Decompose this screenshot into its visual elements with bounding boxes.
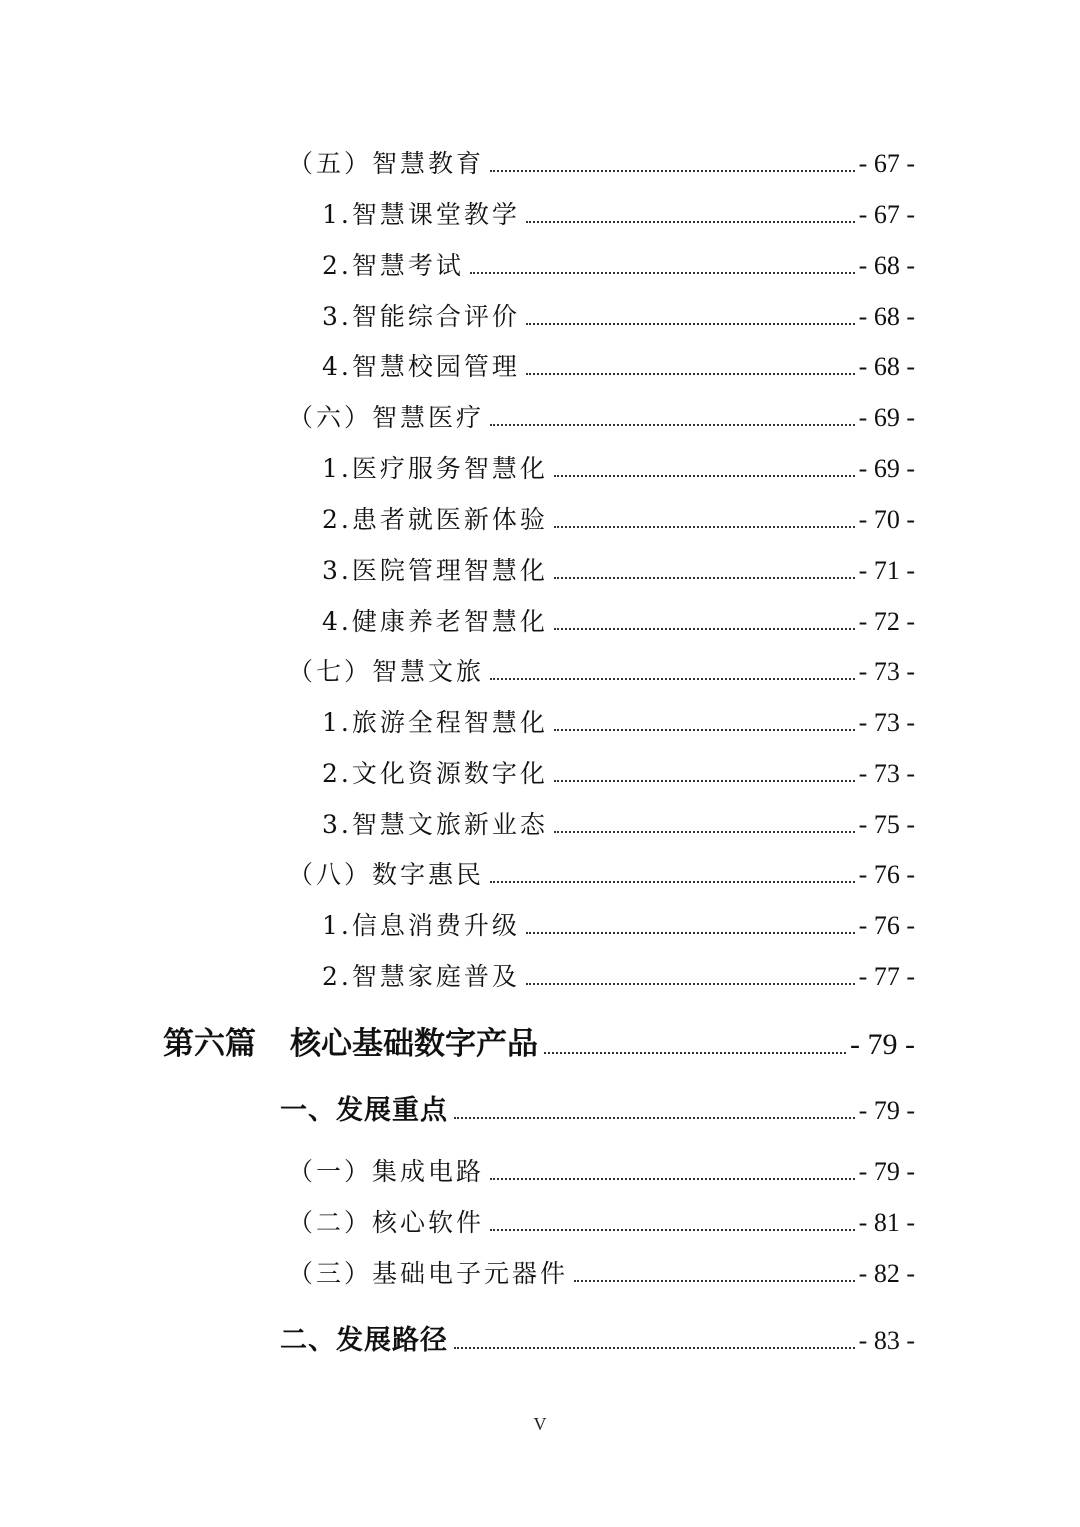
toc-entry-page: - 68 - [858,302,915,331]
toc-leader-dots [490,881,855,883]
toc-leader-dots [554,526,855,528]
toc-leader-dots [554,475,855,477]
toc-leader-dots [454,1117,855,1119]
toc-leader-dots [490,424,855,426]
toc-entry-page: - 77 - [858,962,915,991]
toc-leader-dots [526,983,855,985]
toc-leader-dots [490,1178,855,1180]
toc-entry-page: - 67 - [858,149,915,178]
toc-entry-label: 4.智慧校园管理 [322,352,520,381]
toc-entry[interactable] [322,551,915,587]
toc-entry-page: - 73 - [858,759,915,788]
toc-section-entry[interactable] [280,1088,915,1127]
toc-entry-label: （二）核心软件 [288,1208,485,1237]
toc-entry[interactable] [322,195,915,231]
toc-entry-label: （一）集成电路 [288,1157,485,1186]
toc-entry-label: 2.智慧考试 [322,251,464,280]
toc-entry-label: 2.智慧家庭普及 [322,962,520,991]
toc-entry-label: 3.智慧文旅新业态 [322,810,548,839]
toc-entry-label: 3.医院管理智慧化 [322,556,548,585]
toc-entry-page: - 73 - [858,657,915,686]
toc-entry[interactable] [322,297,915,333]
toc-entry[interactable] [322,347,915,383]
toc-entry[interactable] [322,906,915,942]
toc-entry-page: - 67 - [858,200,915,229]
toc-entry-page: - 82 - [858,1259,915,1288]
toc-leader-dots [526,221,855,223]
toc-entry-page: - 68 - [858,251,915,280]
toc-entry-label: 1.智慧课堂教学 [322,200,520,229]
toc-entry-page: - 79 - [850,1028,915,1061]
toc-leader-dots [526,932,855,934]
toc-entry-label: （五）智慧教育 [288,149,485,178]
toc-entry-page: - 83 - [858,1326,915,1355]
toc-entry-label: （七）智慧文旅 [288,657,485,686]
toc-entry-label: 核心基础数字产品 [290,1026,538,1062]
toc-entry-page: - 68 - [858,352,915,381]
toc-section-entry[interactable] [280,1318,915,1357]
toc-entry-label: 1.信息消费升级 [322,911,520,940]
toc-entry-page: - 73 - [858,708,915,737]
toc-part-number: 第六篇 [163,1026,256,1062]
toc-entry-label: 一、发展重点 [280,1095,448,1126]
toc-entry-label: 4.健康养老智慧化 [322,607,548,636]
toc-entry-page: - 69 - [858,454,915,483]
toc-entry-page: - 72 - [858,607,915,636]
toc-leader-dots [544,1052,846,1054]
toc-entry-page: - 69 - [858,403,915,432]
toc-entry[interactable] [288,144,915,180]
toc-entry[interactable] [322,449,915,485]
toc-leader-dots [554,831,855,833]
toc-leader-dots [490,678,855,680]
page-number-footer: V [533,1414,547,1434]
toc-entry-page: - 71 - [858,556,915,585]
toc-leader-dots [526,373,855,375]
toc-leader-dots [490,170,855,172]
toc-leader-dots [526,323,855,325]
toc-leader-dots [554,729,855,731]
toc-entry-page: - 81 - [858,1208,915,1237]
toc-entry[interactable] [322,500,915,536]
toc-entry-label: 2.文化资源数字化 [322,759,548,788]
toc-leader-dots [454,1347,855,1349]
toc-entry-page: - 79 - [858,1096,915,1125]
toc-entry-label: 3.智能综合评价 [322,302,520,331]
toc-entry[interactable] [288,1152,915,1188]
toc-entry-label: 1.旅游全程智慧化 [322,708,548,737]
toc-entry-label: （六）智慧医疗 [288,403,485,432]
toc-entry[interactable] [322,754,915,790]
toc-entry-page: - 76 - [858,860,915,889]
toc-entry-page: - 76 - [858,911,915,940]
toc-entry[interactable] [288,855,915,891]
toc-leader-dots [554,628,855,630]
toc-entry[interactable] [288,398,915,434]
toc-leader-dots [470,272,855,274]
toc-entry-label: （三）基础电子元器件 [288,1259,569,1288]
toc-entry-page: - 75 - [858,810,915,839]
toc-entry[interactable] [322,246,915,282]
toc-entry[interactable] [322,703,915,739]
toc-entry-label: 1.医疗服务智慧化 [322,454,548,483]
toc-leader-dots [490,1229,855,1231]
toc-entry-label: （八）数字惠民 [288,860,485,889]
toc-entry-page: - 79 - [858,1157,915,1186]
toc-entry[interactable] [322,805,915,841]
toc-entry-page: - 70 - [858,505,915,534]
toc-entry[interactable] [322,957,915,993]
toc-entry-label: 二、发展路径 [280,1325,448,1356]
toc-entry-label: 2.患者就医新体验 [322,505,548,534]
toc-entry[interactable] [322,602,915,638]
toc-entry[interactable] [288,652,915,688]
toc-part-entry[interactable] [163,1018,915,1063]
toc-entry[interactable] [288,1254,915,1290]
toc-leader-dots [554,780,855,782]
toc-leader-dots [574,1280,855,1282]
toc-leader-dots [554,577,855,579]
toc-entry[interactable] [288,1203,915,1239]
